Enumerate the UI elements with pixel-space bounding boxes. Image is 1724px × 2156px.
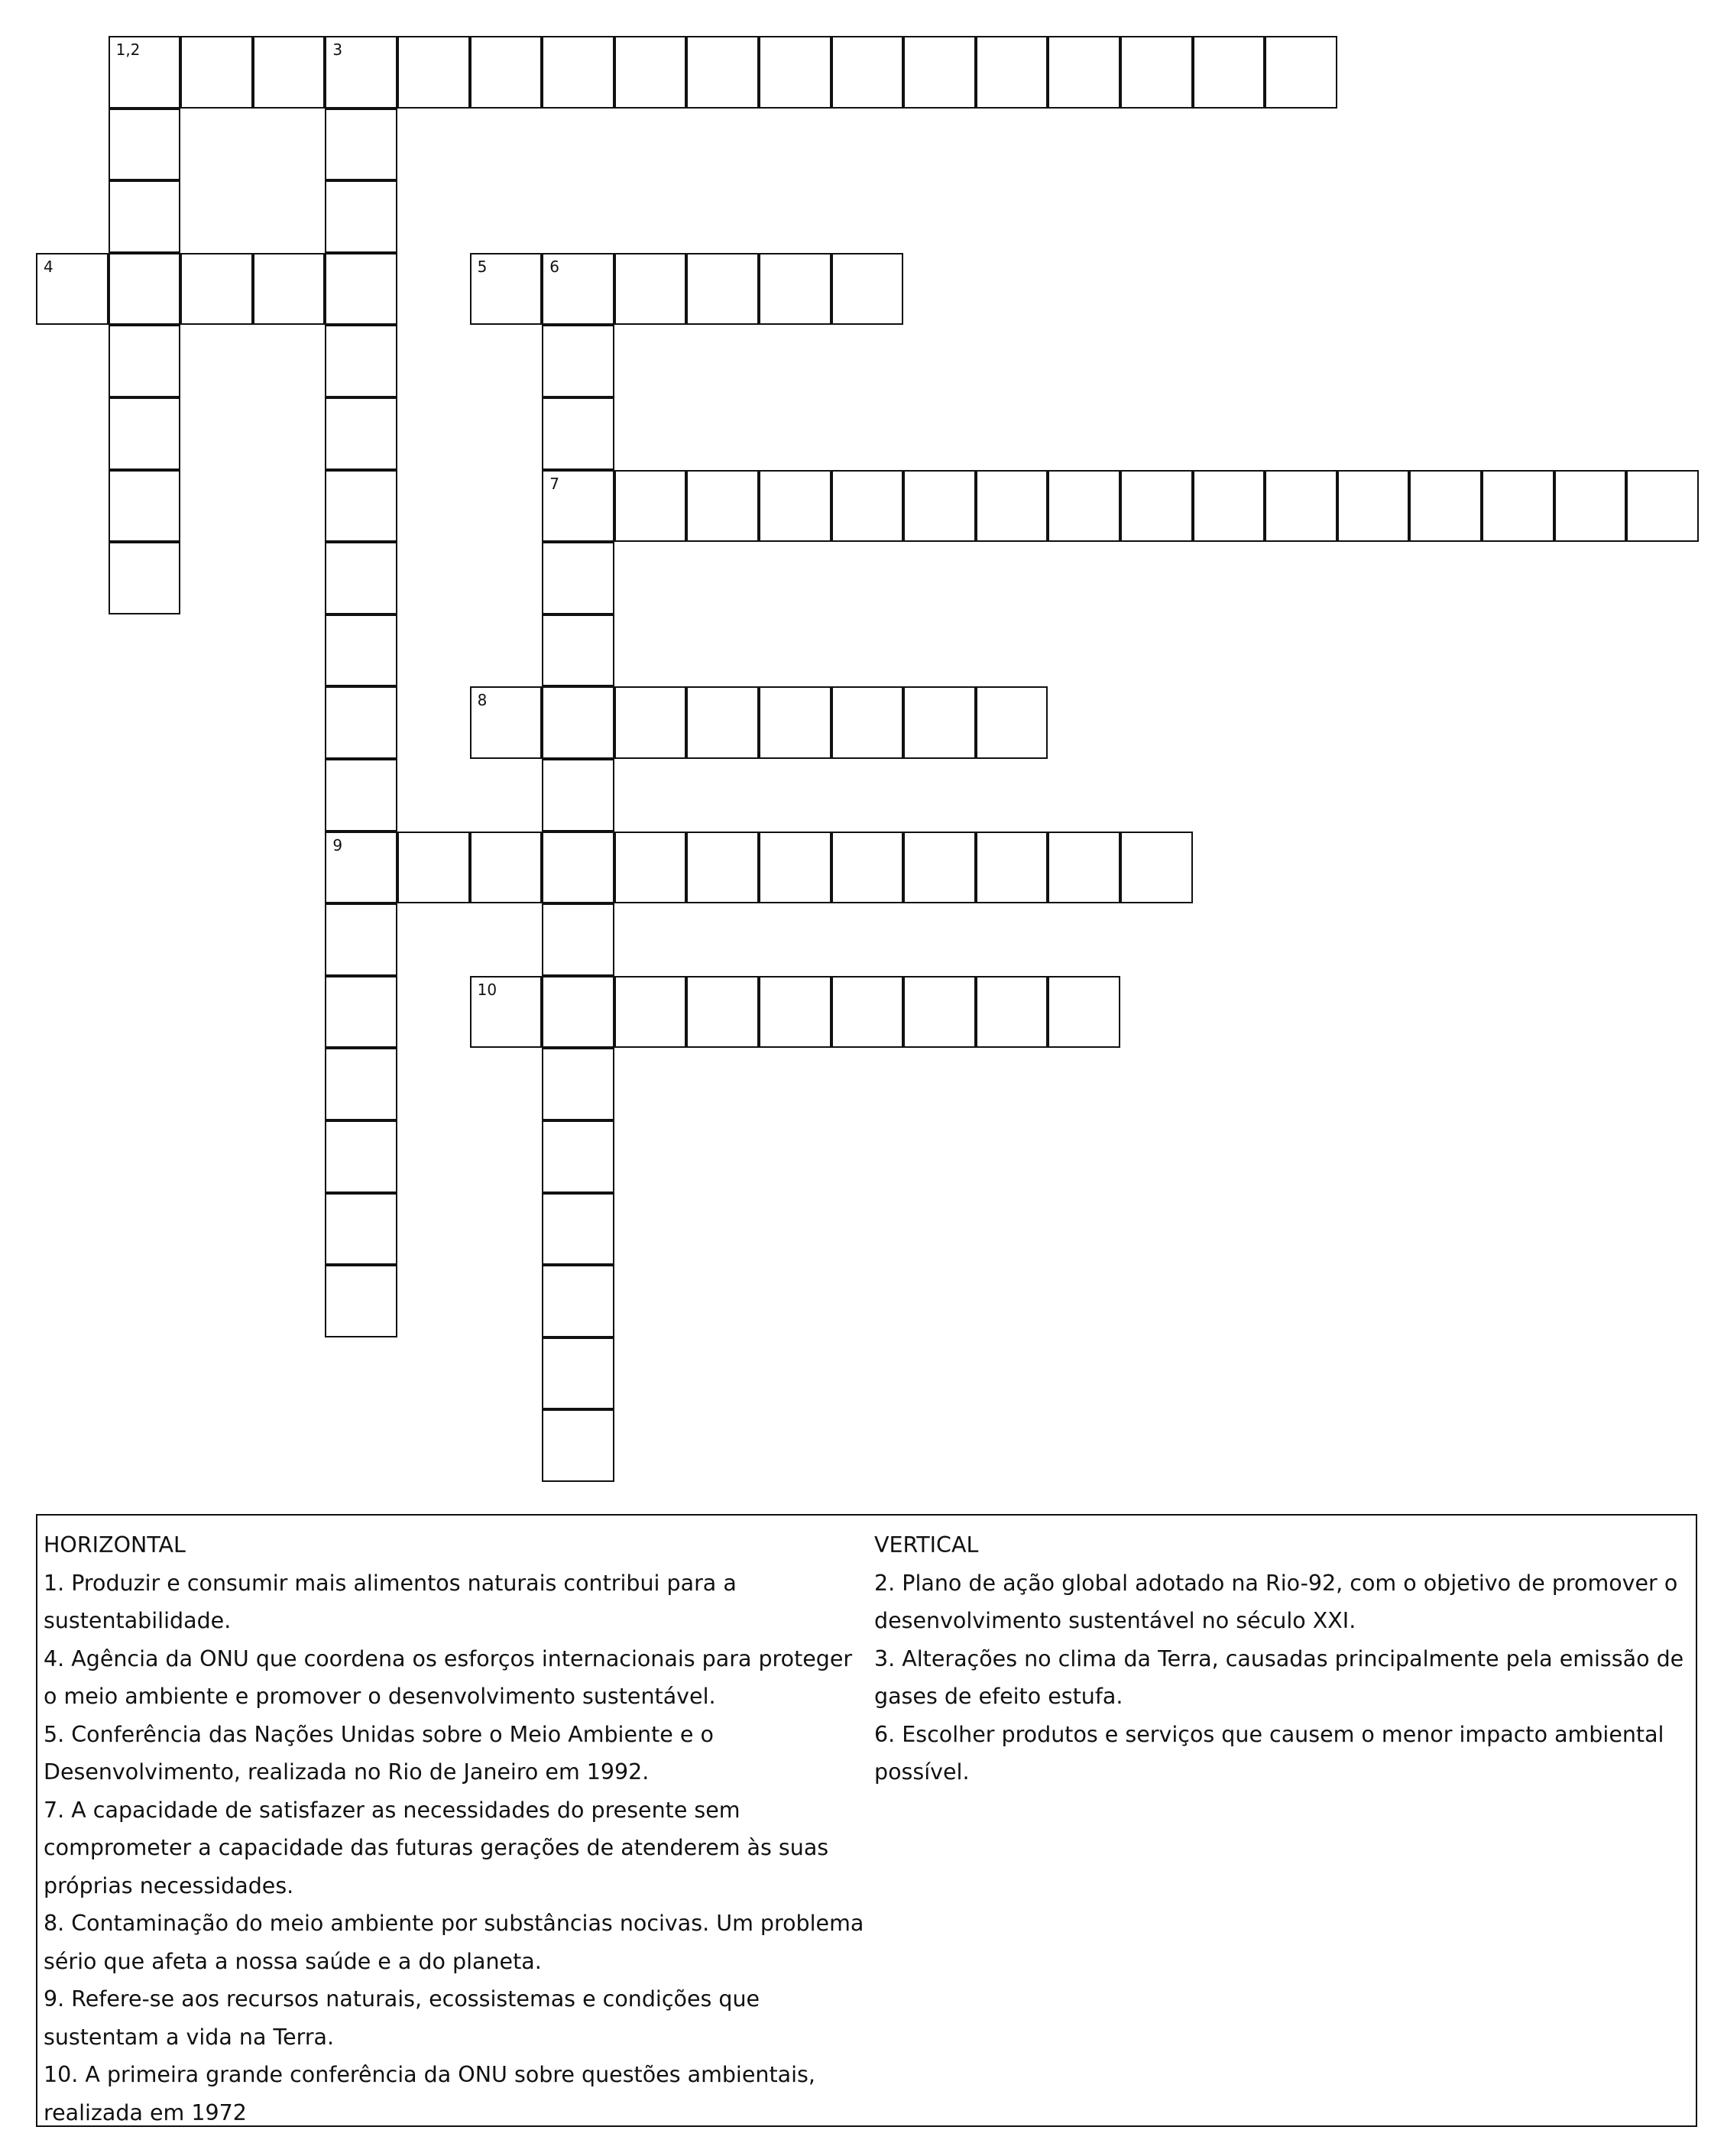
clue-down-3: 3. Alterações no clima da Terra, causadas principalmente pela emissão de gases de efeito estufa. [874, 1645, 1684, 1709]
grid-cell[interactable] [470, 832, 543, 904]
grid-cell[interactable] [542, 1048, 614, 1120]
grid-cell[interactable] [759, 253, 831, 326]
grid-cell[interactable] [903, 36, 976, 109]
clue-down-6: 6. Escolher produtos e serviços que causem o menor impacto ambiental possível. [874, 1721, 1664, 1785]
clue-across-10: 10. A primeira grande conferência da ONU sobre questões ambientais, realizada em 1972 [44, 2062, 815, 2125]
grid-cell[interactable] [831, 976, 904, 1049]
grid-cell[interactable] [542, 976, 614, 1049]
grid-cell[interactable] [542, 686, 614, 759]
grid-cell[interactable] [759, 976, 831, 1049]
grid-cell[interactable] [325, 542, 397, 614]
grid-cell[interactable] [325, 1265, 397, 1337]
grid-cell[interactable] [1193, 36, 1265, 109]
grid-cell[interactable] [686, 36, 759, 109]
grid-cell[interactable] [542, 470, 614, 543]
grid-cell[interactable] [1482, 470, 1554, 543]
grid-cell[interactable] [1193, 470, 1265, 543]
grid-cell[interactable] [542, 36, 614, 109]
grid-cell[interactable] [325, 180, 397, 253]
grid-cell[interactable] [686, 832, 759, 904]
grid-cell[interactable] [325, 1120, 397, 1193]
grid-cell[interactable] [253, 253, 326, 326]
grid-cell[interactable] [542, 397, 614, 470]
grid-cell[interactable] [1120, 36, 1193, 109]
grid-cell[interactable] [759, 470, 831, 543]
grid-cell[interactable] [1337, 470, 1410, 543]
grid-cell[interactable] [180, 36, 253, 109]
grid-cell[interactable] [831, 36, 904, 109]
grid-cell[interactable] [1409, 470, 1482, 543]
clue-across-4: 4. Agência da ONU que coordena os esforços internacionais para proteger o meio ambiente e promover o desenvolvimento sustentável. [44, 1645, 853, 1709]
grid-cell[interactable] [325, 325, 397, 397]
grid-cell[interactable] [470, 686, 543, 759]
grid-cell[interactable] [109, 470, 181, 543]
grid-cell[interactable] [976, 36, 1048, 109]
grid-cell[interactable] [759, 686, 831, 759]
horizontal-heading: HORIZONTAL [44, 1532, 186, 1558]
grid-cell[interactable] [614, 253, 687, 326]
grid-cell[interactable] [686, 976, 759, 1049]
grid-cell[interactable] [831, 832, 904, 904]
grid-cell[interactable] [109, 542, 181, 614]
grid-cell[interactable] [1554, 470, 1627, 543]
grid-cell[interactable] [325, 36, 397, 109]
grid-cell[interactable] [1120, 470, 1193, 543]
grid-cell[interactable] [325, 1193, 397, 1266]
clue-number: 4 [44, 257, 53, 276]
grid-cell[interactable] [831, 686, 904, 759]
grid-cell[interactable] [397, 36, 470, 109]
horizontal-clues [44, 1526, 865, 2132]
clue-number: 8 [477, 691, 488, 710]
grid-cell[interactable] [614, 470, 687, 543]
grid-cell[interactable] [325, 397, 397, 470]
grid-cell[interactable] [325, 470, 397, 543]
grid-cell[interactable] [325, 832, 397, 904]
grid-cell[interactable] [542, 1193, 614, 1266]
grid-cell[interactable] [109, 325, 181, 397]
grid-cell[interactable] [686, 470, 759, 543]
grid-cell[interactable] [542, 325, 614, 397]
grid-cell[interactable] [542, 614, 614, 687]
grid-cell[interactable] [614, 976, 687, 1049]
grid-cell[interactable] [1120, 832, 1193, 904]
grid-cell[interactable] [180, 253, 253, 326]
grid-cell[interactable] [325, 109, 397, 181]
clue-number: 6 [549, 257, 559, 276]
grid-cell[interactable] [831, 470, 904, 543]
grid-cell[interactable] [614, 686, 687, 759]
grid-cell[interactable] [686, 253, 759, 326]
grid-cell[interactable] [542, 1409, 614, 1482]
grid-cell[interactable] [325, 614, 397, 687]
clue-across-1: 1. Produzir e consumir mais alimentos naturais contribui para a sustentabilidade. [44, 1570, 737, 1633]
grid-cell[interactable] [542, 903, 614, 976]
grid-cell[interactable] [831, 253, 904, 326]
grid-cell[interactable] [542, 759, 614, 832]
grid-cell[interactable] [542, 1337, 614, 1410]
grid-cell[interactable] [109, 36, 181, 109]
clue-number: 3 [332, 41, 343, 59]
grid-cell[interactable] [253, 36, 326, 109]
grid-cell[interactable] [542, 542, 614, 614]
grid-cell[interactable] [1048, 832, 1120, 904]
vertical-heading: VERTICAL [874, 1532, 979, 1558]
grid-cell[interactable] [542, 832, 614, 904]
grid-cell[interactable] [614, 832, 687, 904]
clue-number: 1,2 [115, 41, 141, 59]
grid-cell[interactable] [1265, 470, 1337, 543]
clue-down-2: 2. Plano de ação global adotado na Rio-92, com o objetivo de promover o desenvolvimento sustentável no século XXI. [874, 1570, 1678, 1633]
grid-cell[interactable] [470, 36, 543, 109]
grid-cell[interactable] [542, 253, 614, 326]
grid-cell[interactable] [686, 686, 759, 759]
grid-cell[interactable] [325, 759, 397, 832]
grid-cell[interactable] [976, 832, 1048, 904]
grid-cell[interactable] [976, 976, 1048, 1049]
grid-cell[interactable] [759, 36, 831, 109]
clue-number: 5 [477, 257, 488, 276]
grid-cell[interactable] [542, 1265, 614, 1337]
grid-cell[interactable] [325, 976, 397, 1049]
grid-cell[interactable] [325, 686, 397, 759]
grid-cell[interactable] [1265, 36, 1337, 109]
grid-cell[interactable] [325, 253, 397, 326]
grid-cell[interactable] [1048, 470, 1120, 543]
clue-across-9: 9. Refere-se aos recursos naturais, ecossistemas e condições que sustentam a vida na Terra. [44, 1986, 760, 2050]
clues-box [36, 1514, 1697, 2127]
grid-cell[interactable] [542, 1120, 614, 1193]
grid-cell[interactable] [470, 976, 543, 1049]
grid-cell[interactable] [109, 109, 181, 181]
grid-cell[interactable] [325, 1048, 397, 1120]
grid-cell[interactable] [614, 36, 687, 109]
grid-cell[interactable] [1048, 36, 1120, 109]
grid-cell[interactable] [109, 397, 181, 470]
grid-cell[interactable] [325, 903, 397, 976]
grid-cell[interactable] [903, 976, 976, 1049]
clue-number: 7 [549, 474, 559, 493]
clue-number: 9 [332, 835, 343, 854]
grid-cell[interactable] [903, 832, 976, 904]
grid-cell[interactable] [36, 253, 109, 326]
grid-cell[interactable] [109, 180, 181, 253]
clue-number: 10 [477, 980, 497, 999]
grid-cell[interactable] [759, 832, 831, 904]
grid-cell[interactable] [976, 470, 1048, 543]
grid-cell[interactable] [903, 470, 976, 543]
grid-cell[interactable] [903, 686, 976, 759]
grid-cell[interactable] [109, 253, 181, 326]
grid-cell[interactable] [1626, 470, 1699, 543]
grid-cell[interactable] [397, 832, 470, 904]
grid-cell[interactable] [1048, 976, 1120, 1049]
clue-across-7: 7. A capacidade de satisfazer as necessidades do presente sem comprometer a capacidade das futuras gerações de atenderem às suas próprias necessidades. [44, 1797, 829, 1898]
grid-cell[interactable] [470, 253, 543, 326]
clue-across-8: 8. Contaminação do meio ambiente por substâncias nocivas. Um problema sério que afeta a nossa saúde e a do planeta. [44, 1911, 864, 1974]
grid-cell[interactable] [976, 686, 1048, 759]
clue-across-5: 5. Conferência das Nações Unidas sobre o Meio Ambiente e o Desenvolvimento, realizada no Rio de Janeiro em 1992. [44, 1721, 714, 1785]
vertical-clues [874, 1526, 1692, 1791]
